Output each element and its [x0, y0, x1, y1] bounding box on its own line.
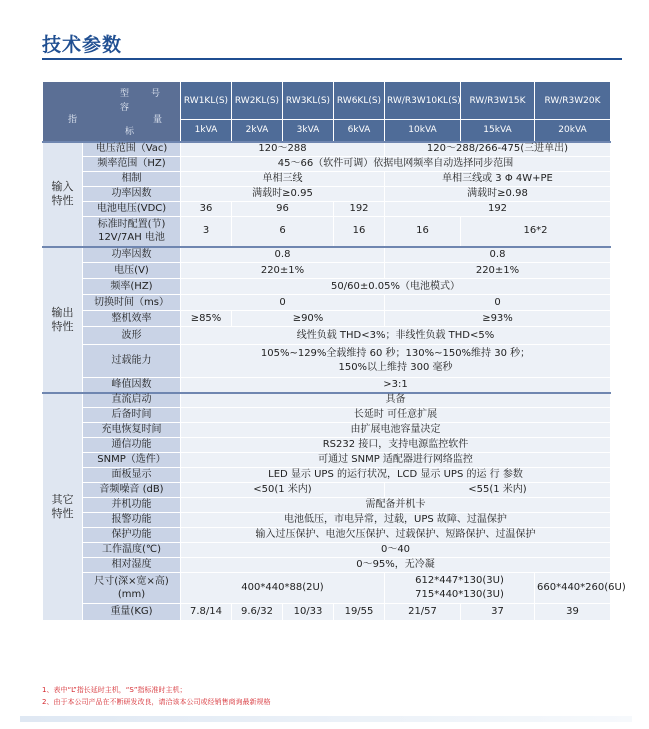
value-cell: 0: [181, 295, 385, 311]
value-cell: <50(1 米内): [181, 483, 385, 498]
value-cell: [181, 345, 611, 378]
value-cell: 96: [232, 202, 334, 217]
value-cell: 400*440*88(2U): [181, 573, 385, 604]
table-row: [43, 543, 611, 558]
value-cell: 10/33: [283, 604, 334, 621]
row-label: 重量(KG): [83, 604, 181, 621]
row-label: 相制: [83, 172, 181, 187]
row-label: 通信功能: [83, 438, 181, 453]
table-row: [43, 498, 611, 513]
value-cell: 线性负载 THD<3%；非线性负载 THD<5%: [181, 327, 611, 345]
value-cell: 单相三线: [181, 172, 385, 187]
title-divider: [42, 58, 622, 60]
capacity-cell: 10kVA: [385, 120, 461, 142]
value-cell: 7.8/14: [181, 604, 232, 621]
model-cell: RW3KL(S): [283, 82, 334, 120]
row-label: 电池电压(VDC): [83, 202, 181, 217]
table-row: [43, 438, 611, 453]
value-cell: 220±1%: [181, 263, 385, 279]
table-row: [43, 378, 611, 393]
value-cell: 3: [181, 217, 232, 247]
row-label: 后备时间: [83, 408, 181, 423]
corner-label-hao: 号: [151, 89, 161, 99]
row-label: 尺寸(深×宽×高) (mm): [83, 573, 181, 604]
header-corner: [43, 82, 181, 142]
dimension-line: 715*440*130(3U): [415, 589, 504, 600]
value-cell: 37: [461, 604, 535, 621]
corner-label-zhi: 指: [68, 115, 78, 125]
value-cell: 220±1%: [385, 263, 611, 279]
row-label: 面板显示: [83, 468, 181, 483]
value-cell: 0: [385, 295, 611, 311]
value-cell: 21/57: [385, 604, 461, 621]
value-cell: 19/55: [334, 604, 385, 621]
group-input: 输入 特性: [43, 142, 83, 247]
corner-label-rong: 容: [120, 103, 130, 113]
table-row: [43, 528, 611, 543]
row-label: 切换时间（ms）: [83, 295, 181, 311]
row-label: 电压(V): [83, 263, 181, 279]
value-cell: RS232 接口，支持电源监控软件: [181, 438, 611, 453]
capacity-cell: 2kVA: [232, 120, 283, 142]
value-cell: ≥85%: [181, 311, 232, 327]
table-row: [43, 172, 611, 187]
value-cell: 16: [385, 217, 461, 247]
value-cell: ≥93%: [385, 311, 611, 327]
table-row: [43, 573, 611, 604]
value-cell: >3:1: [181, 378, 611, 393]
row-label: 功率因数: [83, 187, 181, 202]
table-row: [43, 263, 611, 279]
row-label: 并机功能: [83, 498, 181, 513]
value-cell: 192: [334, 202, 385, 217]
value-cell: 0～95%，无冷凝: [181, 558, 611, 573]
value-cell: 具备: [181, 393, 611, 408]
spec-table: [42, 81, 626, 621]
row-label: 充电恢复时间: [83, 423, 181, 438]
footnote: 2、由于本公司产品在不断研发改良，请洽该本公司或经销售商询最新规格: [42, 698, 271, 706]
table-row: [43, 468, 611, 483]
header-row-models: [43, 82, 611, 120]
row-label: 波形: [83, 327, 181, 345]
capacity-cell: 20kVA: [535, 120, 611, 142]
value-cell: 36: [181, 202, 232, 217]
value-cell: 输入过压保护、电池欠压保护、过载保护、短路保护、过温保护: [181, 528, 611, 543]
value-cell: 39: [535, 604, 611, 621]
capacity-cell: 15kVA: [461, 120, 535, 142]
model-cell: RW1KL(S): [181, 82, 232, 120]
row-label: 功率因数: [83, 247, 181, 263]
row-label: 相对湿度: [83, 558, 181, 573]
table-row: [43, 311, 611, 327]
table-row: [43, 157, 611, 172]
corner-label-xing: 型: [120, 89, 130, 99]
table-row: [43, 558, 611, 573]
row-label: 报警功能: [83, 513, 181, 528]
capacity-cell: 1kVA: [181, 120, 232, 142]
value-cell: 120～288: [181, 142, 385, 157]
table-row: [43, 604, 611, 621]
value-cell: <55(1 米内): [385, 483, 611, 498]
row-label: 保护功能: [83, 528, 181, 543]
row-label: 峰值因数: [83, 378, 181, 393]
table-row: [43, 202, 611, 217]
value-cell: 16: [334, 217, 385, 247]
value-cell: 需配备并机卡: [181, 498, 611, 513]
group-other: 其它 特性: [43, 393, 83, 621]
row-label: 整机效率: [83, 311, 181, 327]
table-row: [43, 187, 611, 202]
value-cell: [385, 573, 535, 604]
footnote: 1、表中“L”指长延时主机，“S”指标准时主机；: [42, 686, 187, 694]
value-cell: 120～288/266-475(三进单出): [385, 142, 611, 157]
value-cell: 16*2: [461, 217, 611, 247]
table-row: [43, 247, 611, 263]
footnotes: [42, 684, 270, 708]
row-label: 音频噪音 (dB): [83, 483, 181, 498]
row-label: SNMP（选件）: [83, 453, 181, 468]
value-cell: 可通过 SNMP 适配器进行网络监控: [181, 453, 611, 468]
row-label: 过载能力: [83, 345, 181, 378]
model-cell: RW/R3W20K: [535, 82, 611, 120]
capacity-cell: 6kVA: [334, 120, 385, 142]
dimension-line: 612*447*130(3U): [415, 575, 504, 586]
value-cell: 电池低压，市电异常，过载，UPS 故障、过温保护: [181, 513, 611, 528]
row-label: 标准时配置(节) 12V/7AH 电池: [83, 217, 181, 247]
model-cell: RW/R3W15K: [461, 82, 535, 120]
table-row: [43, 295, 611, 311]
value-cell: LED 显示 UPS 的运行状况，LCD 显示 UPS 的运 行 参数: [181, 468, 611, 483]
model-cell: RW/R3W10KL(S): [385, 82, 461, 120]
corner-label-biao: 标: [125, 127, 135, 137]
value-cell: 单相三线或 3 Φ 4W+PE: [385, 172, 611, 187]
model-cell: RW6KL(S): [334, 82, 385, 120]
value-cell: 50/60±0.05%（电池模式）: [181, 279, 611, 295]
value-cell: 192: [385, 202, 611, 217]
table-row: [43, 393, 611, 408]
model-cell: RW2KL(S): [232, 82, 283, 120]
row-label: 直流启动: [83, 393, 181, 408]
overload-line: 150%以上维持 300 毫秒: [338, 362, 453, 373]
table-row: [43, 408, 611, 423]
value-cell: 9.6/32: [232, 604, 283, 621]
table-row: [43, 483, 611, 498]
row-label: 频率范围（HZ): [83, 157, 181, 172]
overload-line: 105%~129%全载维持 60 秒；130%~150%维持 30 秒；: [260, 348, 531, 359]
value-cell: 长延时 可任意扩展: [181, 408, 611, 423]
table-row: [43, 453, 611, 468]
group-output: 输出 特性: [43, 247, 83, 393]
value-cell: 满载时≥0.95: [181, 187, 385, 202]
capacity-cell: 3kVA: [283, 120, 334, 142]
table-row: [43, 345, 611, 378]
table-row: [43, 217, 611, 247]
value-cell: 0～40: [181, 543, 611, 558]
value-cell: 660*440*260(6U): [535, 573, 611, 604]
value-cell: 6: [232, 217, 334, 247]
footer-bar: [20, 716, 632, 722]
row-label: 电压范围（Vac): [83, 142, 181, 157]
table-row: [43, 142, 611, 157]
value-cell: 满载时≥0.98: [385, 187, 611, 202]
value-cell: 0.8: [181, 247, 385, 263]
value-cell: 0.8: [385, 247, 611, 263]
row-label: 工作温度(℃): [83, 543, 181, 558]
value-cell: ≥90%: [232, 311, 385, 327]
value-cell: 45～66（软件可调）依据电网频率自动选择同步范围: [181, 157, 611, 172]
table-row: [43, 279, 611, 295]
corner-label-liang: 量: [153, 115, 163, 125]
table-row: [43, 423, 611, 438]
value-cell: 由扩展电池容量决定: [181, 423, 611, 438]
page-title: 技术参数: [42, 34, 123, 56]
table-row: [43, 327, 611, 345]
table-row: [43, 513, 611, 528]
row-label: 频率(HZ): [83, 279, 181, 295]
